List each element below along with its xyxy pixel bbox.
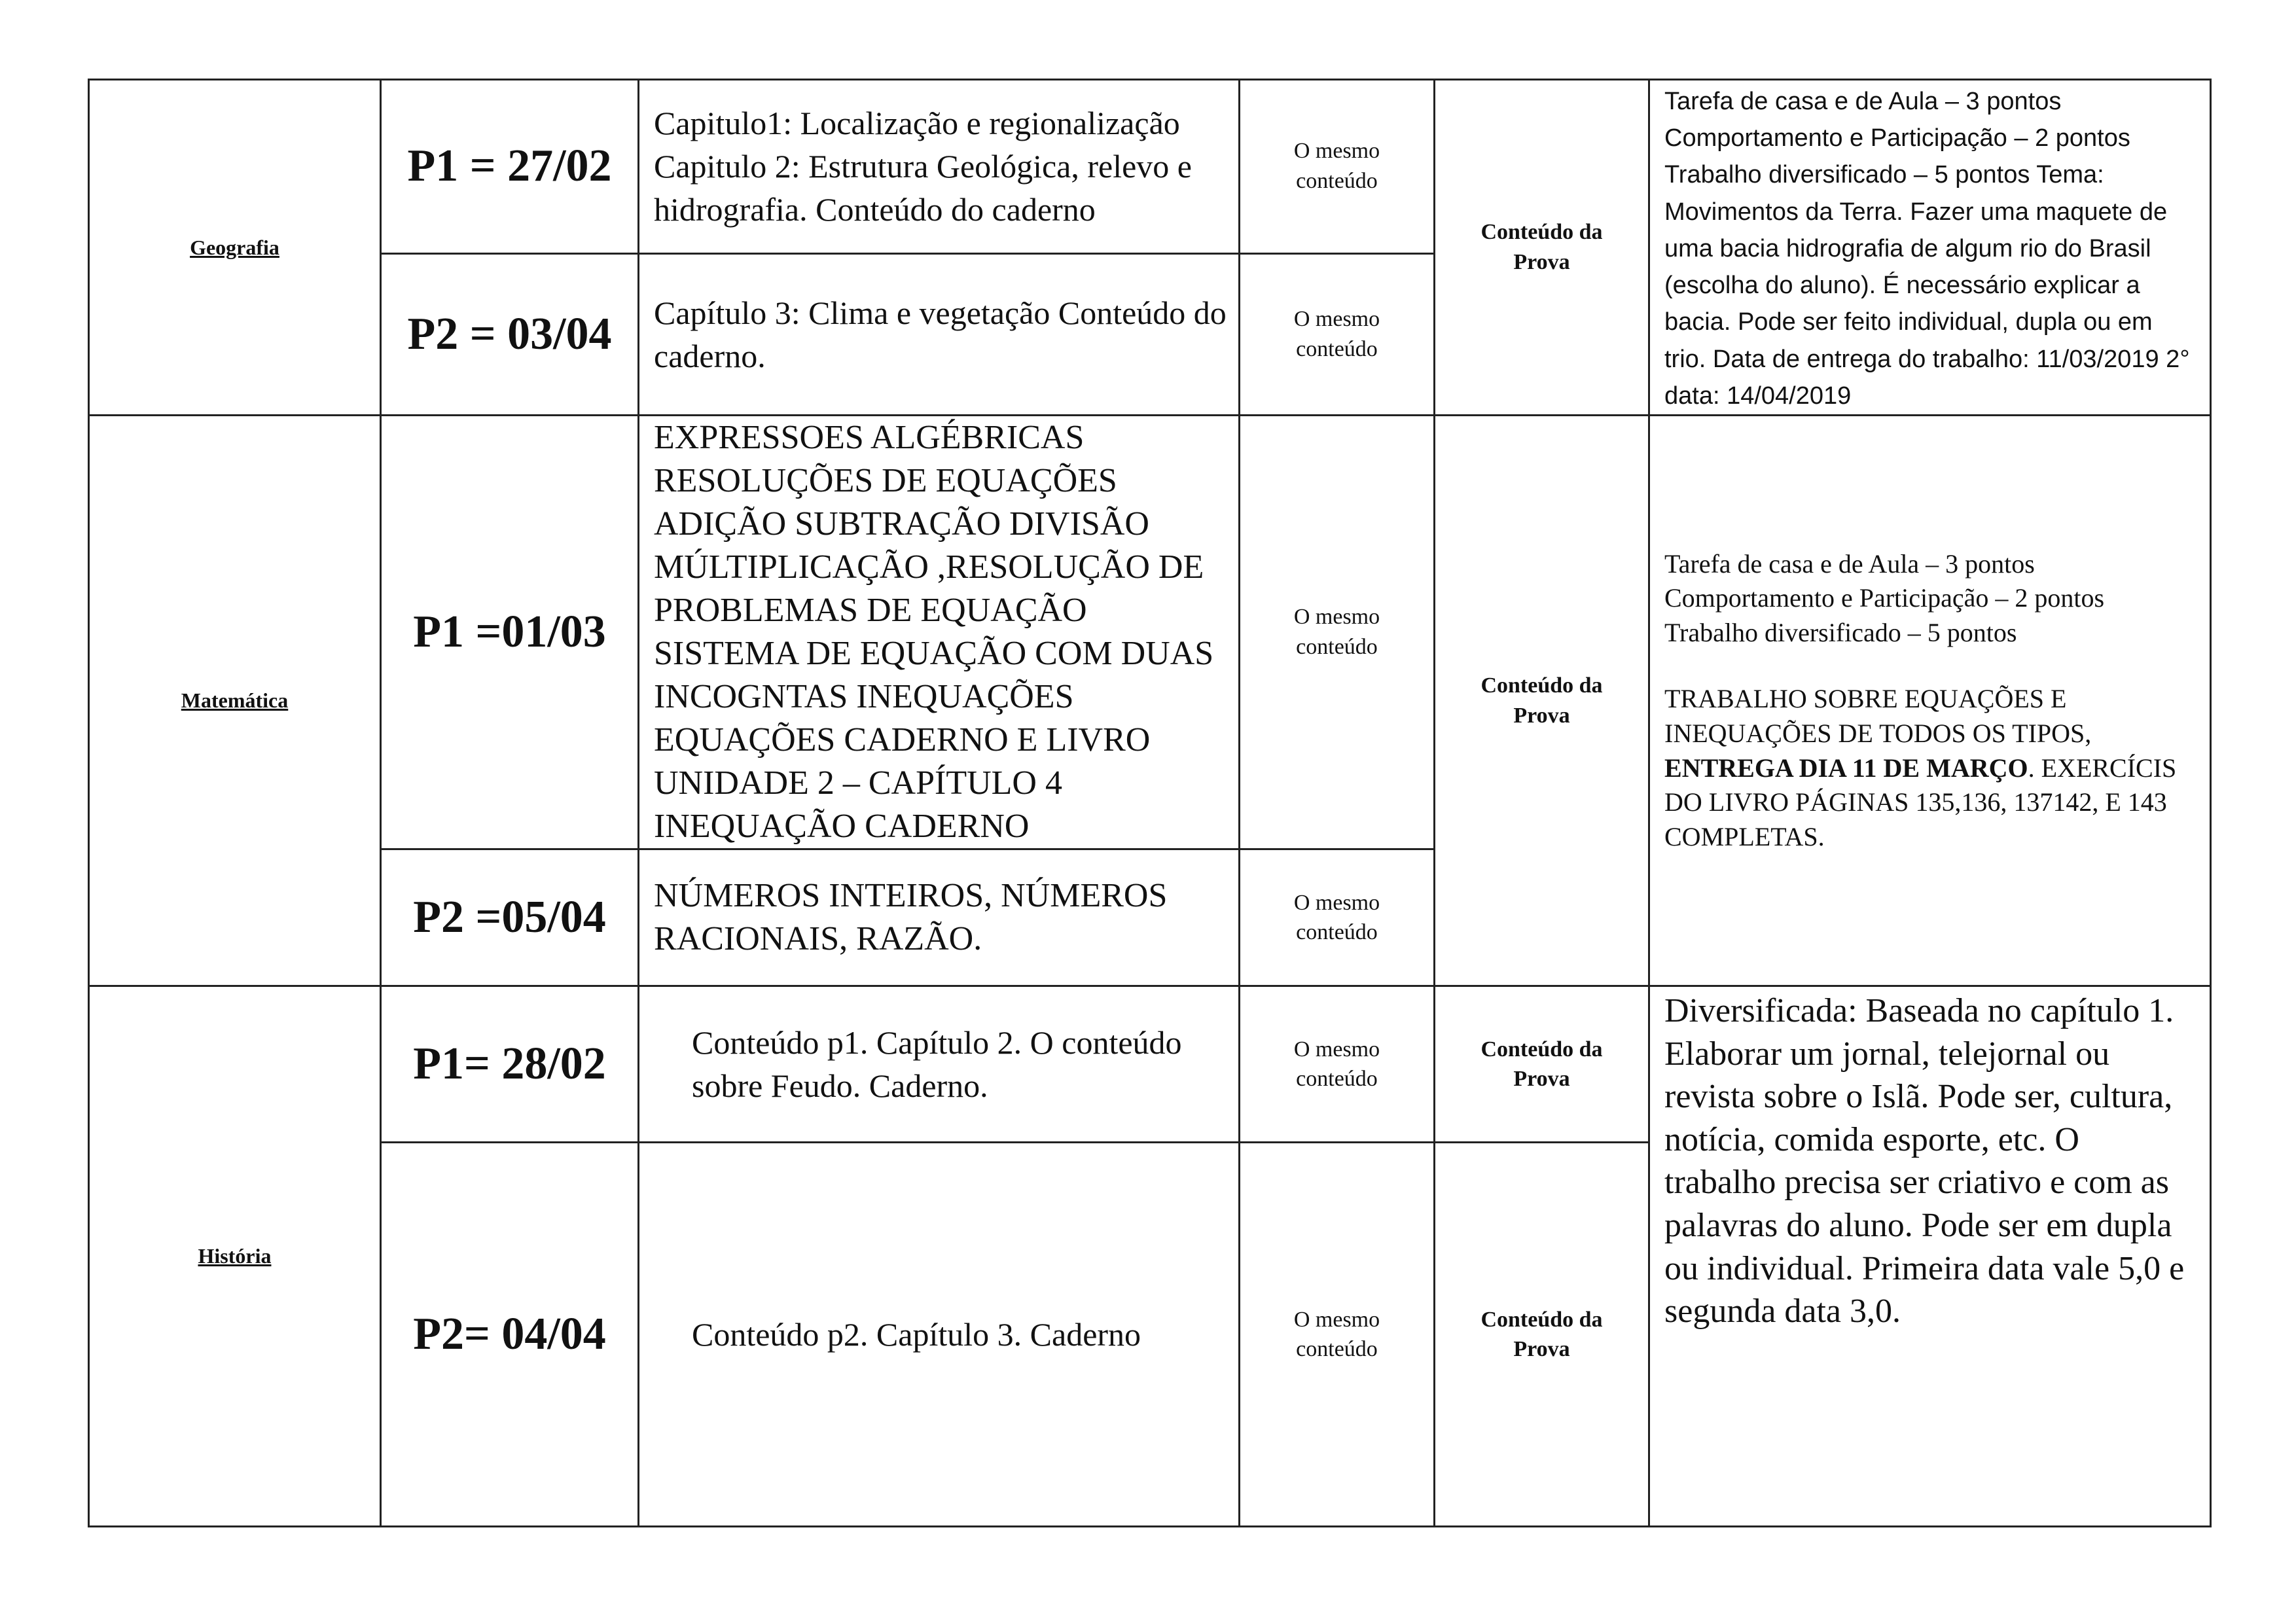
notes-work: TRABALHO SOBRE EQUAÇÕES E INEQUAÇÕES DE TODOS OS TIPOS, (1664, 683, 2092, 748)
same-content-note: O mesmo conteúdo (1240, 253, 1435, 415)
exam-content-p1: Capitulo1: Localização e regionalização Capitulo 2: Estrutura Geológica, relevo e hidrografia. Conteúdo do caderno (639, 80, 1240, 254)
notes-exercises: . EXERCÍCIS DO LIVRO PÁGINAS 135,136, 137142, E 143 COMPLETAS. (1664, 753, 2177, 852)
exam-date-p1: P1= 28/02 (381, 986, 639, 1143)
notes-line: Trabalho diversificado – 5 pontos (1664, 618, 2017, 648)
assessment-notes: Diversificada: Baseada no capítulo 1. Elaborar um jornal, telejornal ou revista sobre o Islã. Pode ser, cultura, notícia, comida esporte, etc. O trabalho precisa ser criativo e com as palavras do aluno. Pode ser em dupla ou individual. Primeira data vale 5,0 e segunda data 3,0. (1649, 986, 2211, 1527)
same-content-note: O mesmo conteúdo (1240, 1143, 1435, 1527)
table-row (89, 986, 2211, 1143)
same-content-note: O mesmo conteúdo (1240, 849, 1435, 986)
exam-content-p2: NÚMEROS INTEIROS, NÚMEROS RACIONAIS, RAZÃO. (639, 849, 1240, 986)
exam-schedule-table (88, 79, 2212, 1527)
exam-content-p1: Conteúdo p1. Capítulo 2. O conteúdo sobre Feudo. Caderno. (639, 986, 1240, 1143)
notes-line: Tarefa de casa e de Aula – 3 pontos (1664, 548, 2035, 579)
subject-geografia: Geografia (89, 80, 381, 416)
exam-date-p1: P1 = 27/02 (381, 80, 639, 254)
exam-date-p1: P1 =01/03 (381, 416, 639, 849)
exam-content-p2: Capítulo 3: Clima e vegetação Conteúdo do caderno. (639, 253, 1240, 415)
same-content-note: O mesmo conteúdo (1240, 986, 1435, 1143)
exam-content-p2: Conteúdo p2. Capítulo 3. Caderno (639, 1143, 1240, 1527)
notes-deadline: ENTREGA DIA 11 DE MARÇO (1664, 753, 2028, 783)
subject-matematica: Matemática (89, 416, 381, 986)
subject-historia: História (89, 986, 381, 1527)
table-row (89, 416, 2211, 849)
same-content-note: O mesmo conteúdo (1240, 80, 1435, 254)
same-content-note: O mesmo conteúdo (1240, 416, 1435, 849)
notes-line: Comportamento e Participação – 2 pontos (1664, 583, 2105, 613)
prova-content-note: Conteúdo da Prova (1435, 416, 1649, 986)
assessment-notes: Tarefa de casa e de Aula – 3 pontos Comportamento e Participação – 2 pontos Trabalho diversificado – 5 pontos Tema: Movimentos da Terra. Fazer uma maquete de uma bacia hidrografia de algum rio do Brasil (escolha do aluno). É necessário explicar a bacia. Pode ser feito individual, dupla ou em trio. Data de entrega do trabalho: 11/03/2019 2° data: 14/04/2019 (1649, 80, 2211, 416)
exam-date-p2: P2= 04/04 (381, 1143, 639, 1527)
prova-content-note: Conteúdo da Prova (1435, 986, 1649, 1143)
table-row (89, 80, 2211, 254)
exam-content-p1: EXPRESSOES ALGÉBRICAS RESOLUÇÕES DE EQUAÇÕES ADIÇÃO SUBTRAÇÃO DIVISÃO MÚLTIPLICAÇÃO ,RESOLUÇÃO DE PROBLEMAS DE EQUAÇÃO SISTEMA DE EQUAÇÃO COM DUAS INCOGNTAS INEQUAÇÕES EQUAÇÕES CADERNO E LIVRO UNIDADE 2 – CAPÍTULO 4 INEQUAÇÃO CADERNO (639, 416, 1240, 849)
prova-content-note: Conteúdo da Prova (1435, 1143, 1649, 1527)
exam-date-p2: P2 =05/04 (381, 849, 639, 986)
exam-date-p2: P2 = 03/04 (381, 253, 639, 415)
assessment-notes (1649, 416, 2211, 986)
prova-content-note: Conteúdo da Prova (1435, 80, 1649, 416)
